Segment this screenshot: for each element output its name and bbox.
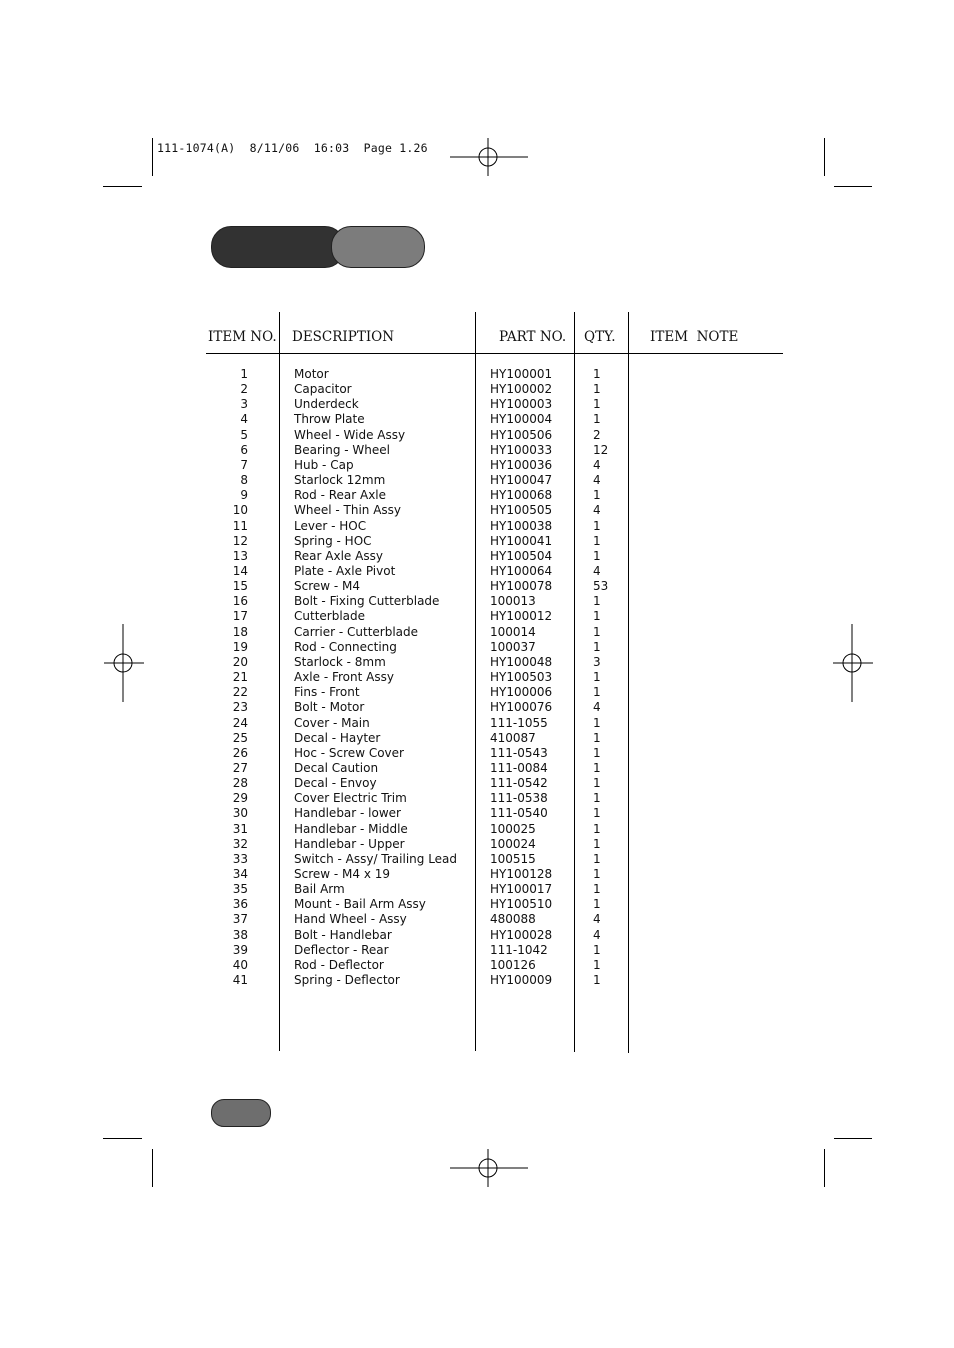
part-number: 100014: [490, 624, 536, 639]
part-number: 100515: [490, 851, 536, 866]
quantity: 1: [593, 533, 601, 548]
table-row: [0, 488, 954, 503]
header-description: DESCRIPTION: [292, 329, 395, 345]
part-description: Throw Plate: [294, 412, 365, 427]
part-number: 100037: [490, 639, 536, 654]
part-description: Hub - Cap: [294, 457, 354, 472]
table-row: [0, 973, 954, 988]
part-description: Wheel - Wide Assy: [294, 427, 406, 442]
part-description: Spring - Deflector: [294, 973, 400, 987]
quantity: 1: [593, 836, 601, 851]
item-number: 11: [232, 518, 248, 533]
table-row: [0, 519, 954, 534]
part-description: Fins - Front: [294, 685, 360, 700]
part-description: Screw - M4: [294, 579, 361, 594]
item-number: 31: [232, 821, 248, 836]
quantity: 4: [593, 457, 601, 472]
part-number: HY100048: [490, 654, 553, 669]
quantity: 1: [593, 821, 601, 836]
table-row: [0, 731, 954, 746]
part-description: Hand Wheel - Assy: [294, 912, 407, 927]
quantity: 1: [593, 730, 601, 745]
table-row: [0, 897, 954, 912]
quantity: 12: [593, 442, 609, 457]
part-description: Handlebar - Upper: [294, 836, 405, 851]
table-row: [0, 761, 954, 776]
table-row: [0, 700, 954, 715]
table-row: [0, 534, 954, 549]
part-description: Starlock 12mm: [294, 473, 386, 488]
part-number: HY100503: [490, 670, 553, 684]
item-number: 41: [232, 973, 248, 987]
part-description: Rod - Connecting: [294, 639, 397, 654]
part-number: HY100004: [490, 412, 553, 427]
table-row: [0, 428, 954, 443]
part-description: Bolt - Motor: [294, 700, 365, 715]
part-number: HY100033: [490, 442, 553, 457]
part-number: HY100064: [490, 564, 553, 578]
table-row: [0, 912, 954, 927]
table-row: [0, 806, 954, 821]
table-row: [0, 852, 954, 867]
part-number: HY100068: [490, 488, 553, 503]
header-part-no: PART NO.: [499, 329, 567, 345]
quantity: 1: [593, 745, 601, 760]
part-number: 480088: [490, 912, 536, 927]
part-description: Underdeck: [294, 397, 359, 412]
part-number: HY100012: [490, 609, 553, 624]
quantity: 1: [593, 670, 601, 684]
quantity: 1: [593, 639, 601, 654]
part-description: Plate - Axle Pivot: [294, 564, 396, 578]
item-number: 18: [232, 624, 248, 639]
table-row: [0, 943, 954, 958]
part-description: Handlebar - Middle: [294, 821, 408, 836]
section-tab-gray: [331, 226, 425, 268]
part-description: Carrier - Cutterblade: [294, 624, 419, 639]
crop-mark: [824, 1149, 825, 1187]
part-number: 100126: [490, 957, 536, 972]
part-number: 410087: [490, 730, 536, 745]
part-number: HY100036: [490, 457, 553, 472]
item-number: 2: [240, 382, 248, 397]
page-number-tab: [211, 1099, 271, 1127]
quantity: 1: [593, 715, 601, 730]
header-item-no: ITEM NO.: [208, 329, 277, 345]
table-row: [0, 625, 954, 640]
table-row: [0, 549, 954, 564]
item-number: 22: [232, 685, 248, 700]
quantity: 2: [593, 427, 601, 442]
item-number: 27: [232, 760, 248, 775]
table-row: [0, 822, 954, 837]
part-description: Decal - Hayter: [294, 730, 381, 745]
quantity: 1: [593, 412, 601, 427]
quantity: 4: [593, 473, 601, 488]
part-number: 100013: [490, 594, 536, 609]
quantity: 4: [593, 912, 601, 927]
quantity: 4: [593, 564, 601, 578]
crop-mark: [103, 1138, 142, 1139]
item-number: 19: [232, 639, 248, 654]
section-tab-dark: [211, 226, 345, 268]
part-number: HY100505: [490, 503, 553, 518]
item-number: 33: [232, 851, 248, 866]
part-number: HY100009: [490, 973, 553, 987]
item-number: 29: [232, 791, 248, 806]
item-number: 24: [232, 715, 248, 730]
table-row: [0, 670, 954, 685]
item-number: 10: [232, 503, 248, 518]
part-number: HY100128: [490, 867, 553, 881]
part-description: Cover Electric Trim: [294, 791, 407, 806]
crop-mark: [152, 1149, 153, 1187]
quantity: 1: [593, 685, 601, 700]
item-number: 21: [232, 670, 248, 684]
quantity: 4: [593, 700, 601, 715]
item-number: 16: [232, 594, 248, 609]
table-row: [0, 594, 954, 609]
part-description: Motor: [294, 367, 329, 381]
part-number: HY100041: [490, 533, 553, 548]
part-number: HY100001: [490, 367, 553, 381]
part-description: Switch - Assy/ Trailing Lead: [294, 851, 458, 866]
part-number: 111-1042: [490, 942, 548, 957]
quantity: 1: [593, 367, 601, 381]
quantity: 1: [593, 791, 601, 806]
item-number: 36: [232, 897, 248, 912]
table-row: [0, 716, 954, 731]
part-number: HY100078: [490, 579, 553, 594]
table-row: [0, 609, 954, 624]
part-number: 111-0538: [490, 791, 548, 806]
header-qty: QTY.: [584, 329, 616, 345]
table-row: [0, 746, 954, 761]
item-number: 40: [232, 957, 248, 972]
part-description: Starlock - 8mm: [294, 654, 386, 669]
table-row: [0, 397, 954, 412]
crop-mark: [103, 186, 142, 187]
part-number: HY100506: [490, 427, 553, 442]
item-number: 6: [240, 442, 248, 457]
table-row: [0, 776, 954, 791]
part-description: Axle - Front Assy: [294, 670, 394, 684]
crop-mark: [834, 186, 872, 187]
part-number: HY100038: [490, 518, 553, 533]
table-row: [0, 958, 954, 973]
item-number: 34: [232, 867, 248, 881]
table-row: [0, 473, 954, 488]
table-row: [0, 564, 954, 579]
part-number: HY100028: [490, 927, 553, 942]
item-number: 15: [232, 579, 248, 594]
part-description: Deflector - Rear: [294, 942, 389, 957]
quantity: 1: [593, 806, 601, 821]
part-number: HY100510: [490, 897, 553, 912]
part-description: Decal - Envoy: [294, 776, 377, 790]
item-number: 12: [232, 533, 248, 548]
table-row: [0, 928, 954, 943]
item-number: 30: [232, 806, 248, 821]
print-slug: 111-1074(A) 8/11/06 16:03 Page 1.26: [157, 141, 428, 155]
part-number: 111-0543: [490, 745, 548, 760]
part-number: 111-0542: [490, 776, 548, 790]
item-number: 1: [240, 367, 248, 381]
part-description: Bolt - Fixing Cutterblade: [294, 594, 440, 609]
part-number: HY100076: [490, 700, 553, 715]
registration-mark-top: [450, 138, 528, 176]
table-row: [0, 655, 954, 670]
part-description: Bail Arm: [294, 882, 345, 897]
quantity: 1: [593, 957, 601, 972]
quantity: 3: [593, 654, 601, 669]
item-number: 20: [232, 654, 248, 669]
crop-mark: [824, 138, 825, 176]
part-number: 100025: [490, 821, 536, 836]
quantity: 1: [593, 518, 601, 533]
quantity: 1: [593, 867, 601, 881]
part-description: Rod - Deflector: [294, 957, 384, 972]
part-description: Handlebar - lower: [294, 806, 401, 821]
part-description: Cover - Main: [294, 715, 370, 730]
item-number: 4: [240, 412, 248, 427]
part-number: HY100504: [490, 548, 553, 563]
quantity: 1: [593, 882, 601, 897]
crop-mark: [834, 1138, 872, 1139]
item-number: 5: [240, 427, 248, 442]
part-description: Capacitor: [294, 382, 352, 397]
quantity: 1: [593, 594, 601, 609]
part-description: Wheel - Thin Assy: [294, 503, 402, 518]
item-number: 7: [240, 457, 248, 472]
quantity: 1: [593, 760, 601, 775]
part-description: Rear Axle Assy: [294, 548, 383, 563]
table-row: [0, 503, 954, 518]
table-row: [0, 443, 954, 458]
part-description: Bolt - Handlebar: [294, 927, 392, 942]
part-description: Rod - Rear Axle: [294, 488, 387, 503]
item-number: 39: [232, 942, 248, 957]
part-number: 111-0540: [490, 806, 548, 821]
quantity: 1: [593, 382, 601, 397]
item-number: 9: [240, 488, 248, 503]
quantity: 1: [593, 851, 601, 866]
quantity: 1: [593, 397, 601, 412]
quantity: 1: [593, 548, 601, 563]
table-row: [0, 837, 954, 852]
part-description: Spring - HOC: [294, 533, 372, 548]
item-number: 3: [240, 397, 248, 412]
item-number: 26: [232, 745, 248, 760]
item-number: 38: [232, 927, 248, 942]
item-number: 14: [232, 564, 248, 578]
part-description: Hoc - Screw Cover: [294, 745, 404, 760]
part-description: Bearing - Wheel: [294, 442, 390, 457]
item-number: 17: [232, 609, 248, 624]
table-row: [0, 382, 954, 397]
table-row: [0, 685, 954, 700]
part-number: HY100002: [490, 382, 553, 397]
item-number: 13: [232, 548, 248, 563]
quantity: 1: [593, 609, 601, 624]
part-number: 111-1055: [490, 715, 548, 730]
table-row: [0, 412, 954, 427]
item-number: 25: [232, 730, 248, 745]
part-number: HY100017: [490, 882, 553, 897]
header-item-note: ITEM NOTE: [650, 329, 739, 345]
part-number: HY100003: [490, 397, 553, 412]
item-number: 35: [232, 882, 248, 897]
item-number: 8: [240, 473, 248, 488]
part-description: Decal Caution: [294, 760, 379, 775]
quantity: 1: [593, 624, 601, 639]
quantity: 1: [593, 973, 601, 987]
part-description: Screw - M4 x 19: [294, 867, 391, 881]
table-row: [0, 640, 954, 655]
item-number: 37: [232, 912, 248, 927]
quantity: 1: [593, 897, 601, 912]
registration-mark-bottom: [450, 1149, 528, 1187]
table-row: [0, 882, 954, 897]
part-description: Lever - HOC: [294, 518, 367, 533]
crop-mark: [152, 138, 153, 176]
part-number: HY100047: [490, 473, 553, 488]
quantity: 4: [593, 927, 601, 942]
part-number: 100024: [490, 836, 536, 851]
part-number: 111-0084: [490, 760, 548, 775]
item-number: 28: [232, 776, 248, 790]
table-row: [0, 458, 954, 473]
part-number: HY100006: [490, 685, 553, 700]
part-description: Mount - Bail Arm Assy: [294, 897, 426, 912]
quantity: 1: [593, 776, 601, 790]
table-row: [0, 367, 954, 382]
header-rule: [206, 353, 783, 354]
table-row: [0, 579, 954, 594]
quantity: 1: [593, 488, 601, 503]
table-row: [0, 791, 954, 806]
quantity: 4: [593, 503, 601, 518]
table-row: [0, 867, 954, 882]
quantity: 53: [593, 579, 609, 594]
part-description: Cutterblade: [294, 609, 366, 624]
item-number: 32: [232, 836, 248, 851]
item-number: 23: [232, 700, 248, 715]
quantity: 1: [593, 942, 601, 957]
